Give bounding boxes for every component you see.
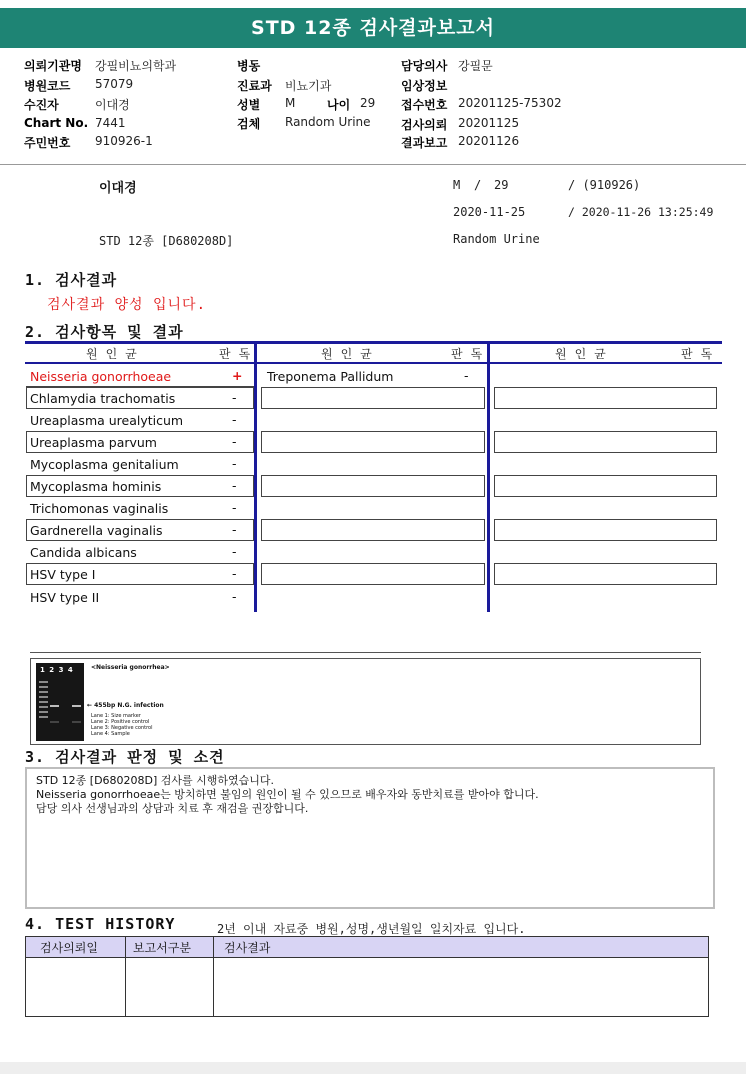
- organism-result: -: [232, 500, 237, 515]
- received-date: 2020-11-25: [453, 205, 526, 219]
- empty-row-box: [494, 387, 717, 409]
- organism-result: -: [232, 589, 237, 604]
- history-col-divider: [125, 937, 126, 1016]
- gel-legend-1: Lane 1: Size marker: [91, 713, 141, 719]
- gel-legend-4: Lane 4: Sample: [91, 731, 130, 737]
- hospital-code-value: 57079: [95, 77, 134, 91]
- report-date-label: 결과보고: [401, 136, 448, 150]
- gel-top-rule: [30, 652, 701, 653]
- organism-name: Ureaplasma parvum: [30, 435, 157, 450]
- organism-result: -: [464, 368, 469, 383]
- page-bottom-band: [0, 1062, 746, 1074]
- specimen-label: 검체: [237, 117, 261, 131]
- col-organism-1: 원인균: [86, 347, 145, 361]
- section3-title: 3. 검사결과 판정 및 소견: [25, 748, 225, 766]
- patient-age: 29: [494, 178, 509, 192]
- organism-name: Mycoplasma hominis: [30, 479, 162, 494]
- organism-name: Gardnerella vaginalis: [30, 523, 163, 538]
- department-label: 진료과: [237, 79, 272, 93]
- sex-value: M: [285, 96, 296, 110]
- ward-label: 병동: [237, 59, 261, 73]
- chart-no-label: Chart No.: [24, 116, 89, 130]
- organism-result: -: [232, 412, 237, 427]
- section4-title: 4. TEST HISTORY: [25, 915, 176, 933]
- positive-result-message: 검사결과 양성 입니다.: [47, 297, 207, 313]
- doctor-value: 강필문: [458, 59, 493, 73]
- hospital-code-label: 병원코드: [24, 79, 71, 93]
- organism-result: +: [232, 368, 243, 383]
- organism-name: Neisseria gonorrhoeae: [30, 369, 172, 384]
- table-divider-2: [487, 341, 490, 612]
- patient-name: 이대경: [99, 181, 137, 196]
- organism-name: Mycoplasma genitalium: [30, 457, 179, 472]
- history-note: 2년 이내 자료중 병원,성명,생년월일 일치자료 입니다.: [217, 922, 526, 936]
- table-header-rule: [25, 362, 722, 364]
- organism-name: Ureaplasma urealyticum: [30, 413, 184, 428]
- col-result-1: 판독: [219, 347, 259, 361]
- gel-lane-numbers: 1 2 3 4: [40, 666, 74, 674]
- organism-name: Candida albicans: [30, 545, 137, 560]
- empty-row-box: [261, 519, 485, 541]
- opinion-line: STD 12종 [D680208D] 검사를 시행하였습니다.: [36, 774, 275, 787]
- request-date-value: 20201125: [458, 116, 520, 130]
- col-result-2: 판독: [451, 347, 491, 361]
- empty-row-box: [494, 475, 717, 497]
- gel-image: [36, 663, 84, 741]
- gel-title: <Neisseria gonorrhea>: [91, 664, 170, 671]
- empty-row-box: [261, 387, 485, 409]
- organism-name: Treponema Pallidum: [267, 369, 394, 384]
- section1-title: 1. 검사결과: [25, 271, 118, 289]
- empty-row-box: [494, 431, 717, 453]
- organism-name: Trichomonas vaginalis: [30, 501, 169, 516]
- col-organism-3: 원인균: [555, 347, 614, 361]
- organism-name: HSV type I: [30, 567, 96, 582]
- history-col-report-type: 보고서구분: [133, 941, 191, 955]
- gel-band-label-text: 455bp N.G. infection: [94, 702, 164, 709]
- organism-result: -: [232, 456, 237, 471]
- patient-birth: / (910926): [568, 178, 641, 192]
- patient-sex: M: [453, 178, 461, 192]
- header-divider: [0, 164, 746, 165]
- institution-value: 강필비뇨의학과: [95, 59, 177, 73]
- history-table: [25, 936, 709, 1017]
- section2-title: 2. 검사항목 및 결과: [25, 323, 184, 341]
- table-divider-1: [254, 341, 257, 612]
- doctor-label: 담당의사: [401, 59, 448, 73]
- test-name: STD 12종 [D680208D]: [99, 234, 234, 248]
- clinical-info-label: 임상정보: [401, 79, 448, 93]
- request-date-label: 검사의뢰: [401, 118, 448, 132]
- chart-no-value: 7441: [95, 116, 126, 130]
- specimen-type: Random Urine: [453, 232, 540, 246]
- age-label: 나이: [327, 98, 351, 112]
- patient-label: 수진자: [24, 98, 59, 112]
- empty-row-box: [494, 519, 717, 541]
- receipt-no-label: 접수번호: [401, 98, 448, 112]
- organism-result: -: [232, 434, 237, 449]
- patient-slash: /: [474, 178, 482, 192]
- opinion-line: Neisseria gonorrhoeae는 방치하면 불임의 원인이 될 수 있으므로 배우자와 동반치료를 받아야 합니다.: [36, 788, 539, 801]
- empty-row-box: [261, 475, 485, 497]
- table-top-rule: [25, 341, 722, 344]
- gel-band-label: ← 455bp N.G. infection: [87, 702, 164, 709]
- organism-result: -: [232, 390, 237, 405]
- organism-result: -: [232, 522, 237, 537]
- specimen-value: Random Urine: [285, 115, 371, 129]
- gel-legend-2: Lane 2: Positive control: [91, 719, 150, 725]
- organism-name: Chlamydia trachomatis: [30, 391, 176, 406]
- resident-no-value: 910926-1: [95, 134, 153, 148]
- col-result-3: 판독: [681, 347, 721, 361]
- resident-no-label: 주민번호: [24, 136, 71, 150]
- history-col-request-date: 검사의뢰일: [40, 941, 98, 955]
- organism-result: -: [232, 544, 237, 559]
- patient-value: 이대경: [95, 98, 130, 112]
- opinion-line: 담당 의사 선생님과의 상담과 치료 후 재검을 권장합니다.: [36, 802, 309, 815]
- institution-label: 의뢰기관명: [24, 59, 82, 73]
- empty-row-box: [494, 563, 717, 585]
- col-organism-2: 원인균: [321, 347, 380, 361]
- organism-result: -: [232, 566, 237, 581]
- report-title: STD 12종 검사결과보고서: [0, 8, 746, 48]
- department-value: 비뇨기과: [285, 79, 332, 93]
- reported-datetime: / 2020-11-26 13:25:49: [568, 205, 714, 219]
- empty-row-box: [261, 431, 485, 453]
- empty-row-box: [261, 563, 485, 585]
- opinion-box: [25, 767, 715, 909]
- history-col-result: 검사결과: [224, 941, 271, 955]
- age-value: 29: [360, 96, 376, 110]
- report-date-value: 20201126: [458, 134, 520, 148]
- history-col-divider: [213, 937, 214, 1016]
- receipt-no-value: 20201125-75302: [458, 96, 562, 110]
- organism-result: -: [232, 478, 237, 493]
- history-table-header: [26, 937, 708, 958]
- gel-legend-3: Lane 3: Negative control: [91, 725, 153, 731]
- sex-label: 성별: [237, 98, 261, 112]
- organism-name: HSV type II: [30, 590, 100, 605]
